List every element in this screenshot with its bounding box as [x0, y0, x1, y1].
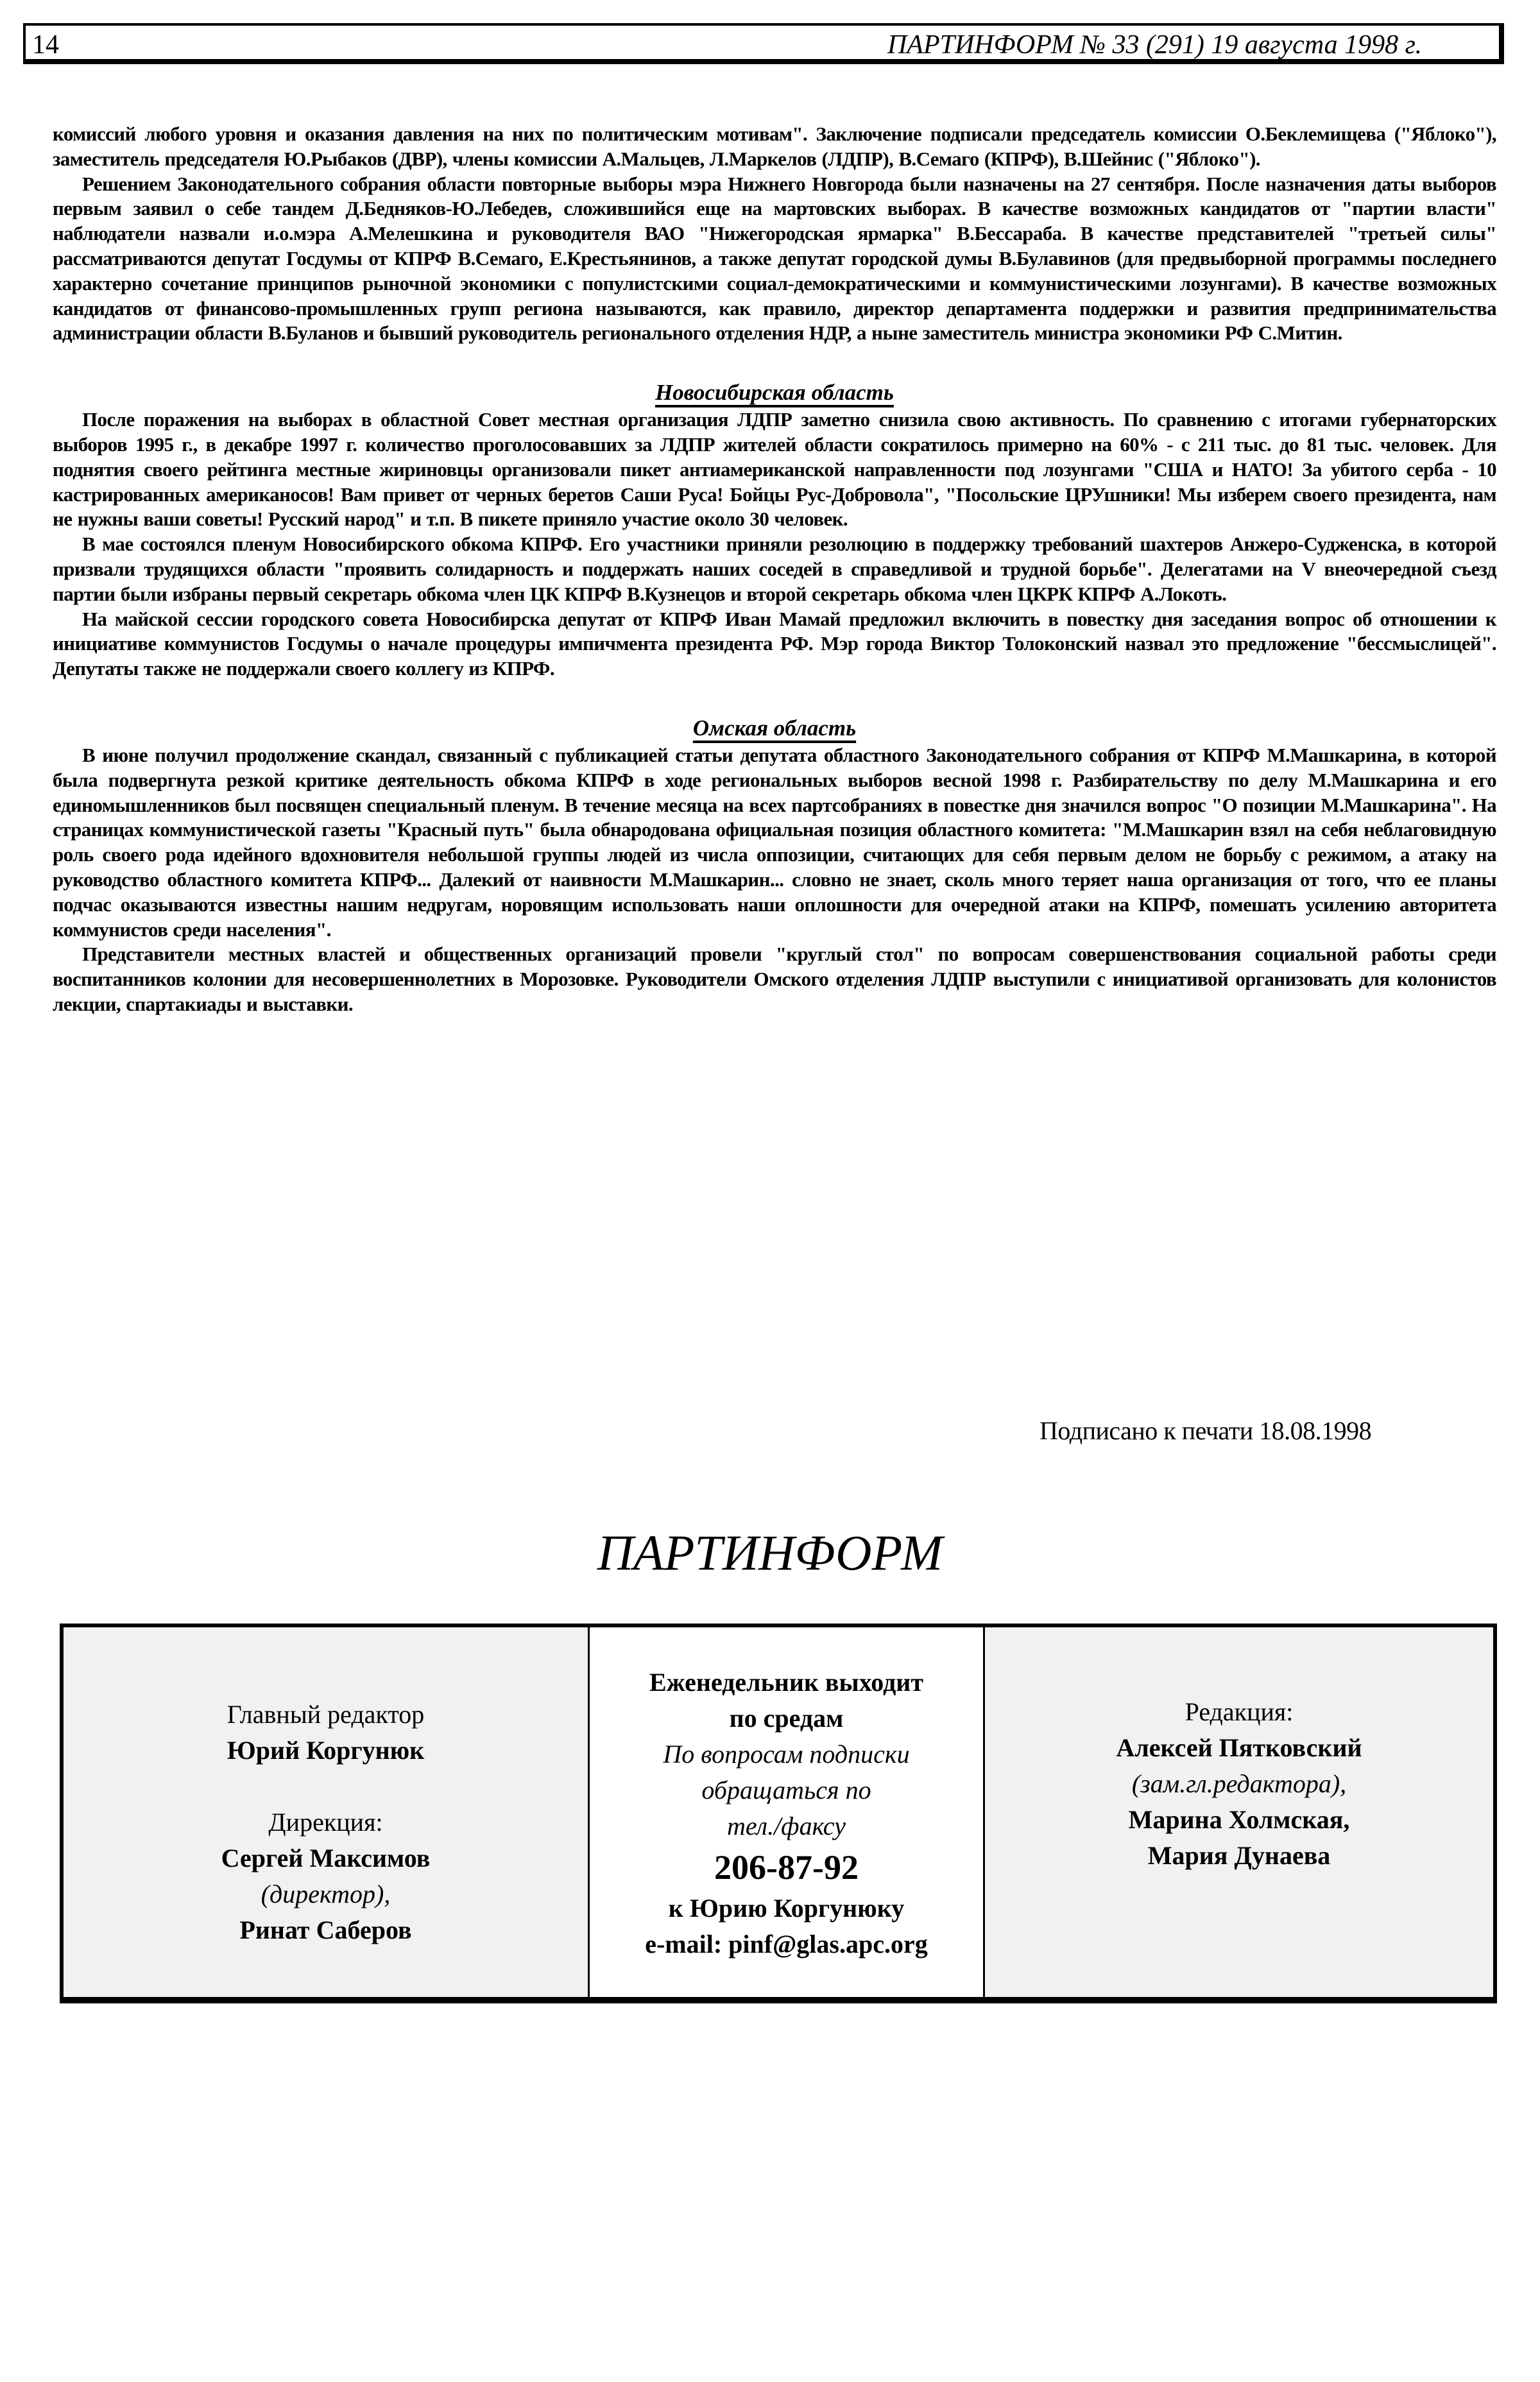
email-address[interactable]: e-mail: pinf@glas.apc.org: [645, 1930, 928, 1958]
contact-person: к Юрию Коргунюку: [668, 1894, 905, 1923]
editor-label: Главный редактор: [227, 1700, 425, 1729]
subscription-note: По вопросам подписки: [663, 1740, 910, 1769]
editor-name: Юрий Коргунюк: [227, 1736, 425, 1765]
deputy-editor-name: Алексей Пятковский: [1116, 1733, 1362, 1762]
page-header: [23, 23, 1504, 64]
paragraph: комиссий любого уровня и оказания давления на них по политическим мотивам". Заключение подписали председатель комиссии О.Беклемищева ("Яблоко"), заместитель председателя Ю.Рыбаков (ДВР), члены комиссии А.Мальцев, Л.Маркелов (ЛДПР), В.Семаго (КПРФ), В.Шейнис ("Яблоко").: [53, 123, 1496, 170]
editor-staff-name-2: Мария Дунаева: [1147, 1841, 1331, 1870]
masthead-editorial-column: [985, 1627, 1493, 1997]
director-role: (директор),: [261, 1880, 391, 1908]
section-heading: Омская область: [692, 715, 857, 741]
editor-staff-name: Марина Холмская,: [1128, 1805, 1350, 1834]
paragraph: Представители местных властей и общественных организаций провели "круглый стол" по вопросам совершенствования социальной работы среди воспитанников колонии для несовершеннолетних в Морозовке. Руководители Омского отделения ЛДПР выступили с инициативой организовать для колонистов лекции, спартакиады и выставки.: [53, 943, 1496, 1015]
paragraph: На майской сессии городского совета Новосибирска депутат от КПРФ Иван Мамай предложил включить в повестку дня заседания вопрос об отношении к инициативе коммунистов Госдумы о начале процедуры импичмента президента РФ. Мэр города Виктор Толоконский назвал это предложение "бессмыслицей". Депутаты также не поддержали своего коллегу из КПРФ.: [53, 607, 1496, 680]
masthead-contact-column: [590, 1627, 985, 1997]
section-omsk: [53, 714, 1496, 1017]
director-name: Сергей Максимов: [221, 1844, 431, 1872]
masthead-staff-column: [64, 1627, 590, 1997]
paragraph: В июне получил продолжение скандал, связанный с публикацией статьи депутата областного Законодательного собрания от КПРФ М.Машкарина, в которой была подвергнута резкой критике деятельность обкома КПРФ в ходе региональных выборов весной 1998 г. Разбирательству по делу М.Машкарина и его единомышленников был посвящен специальный пленум. В течение месяца на всех партсобраниях в повестке дня значился вопрос "О позиции М.Машкарина". На страницах коммунистической газеты "Красный путь" была обнародована официальная позиция областного комитета: "М.Машкарин взял на себя неблаговидную роль своего рода идейного вдохновителя небольшой группы людей из числа оппозиции, считающих для себя первым делом не борьбу с режимом, а атаку на руководство областного комитета КПРФ... Далекий от наивности М.Машкарин... словно не знает, сколь много теряет наша организация от того, что ее планы подчас оказываются известны нашим недругам, норовящим использовать наши оплошности для очередной атаки на КПРФ, помешать усилению авторитета коммунистов среди населения".: [53, 743, 1496, 941]
subscription-note-2: обращаться по: [701, 1776, 871, 1804]
masthead-box: [60, 1624, 1497, 2003]
masthead-title: ПАРТИНФОРМ: [597, 1525, 943, 1581]
second-director-name: Ринат Саберов: [239, 1915, 412, 1944]
section-novosibirsk: [53, 378, 1496, 681]
signed-to-print: Подписано к печати 18.08.1998: [1040, 1416, 1372, 1445]
section-heading: Новосибирская область: [655, 380, 894, 406]
paragraph: Решением Законодательного собрания области повторные выборы мэра Нижнего Новгорода были назначены на 27 сентября. После назначения даты выборов первым заявил о себе тандем Д.Бедняков-Ю.Лебедев, сложившийся еще на мартовских выборах. В качестве возможных кандидатов от "партии власти" наблюдатели назвали и.о.мэра А.Мелешкина и руководителя ВАО "Нижегородская ярмарка" В.Бессараба. В качестве представителей "третьей силы" рассматриваются депутат Госдумы от КПРФ В.Семаго, Е.Крестьянинов, а также депутат городской думы В.Булавинов (для предвыборной программы последнего характерно сочетание принципов рыночной экономики с популистскими социал-демократическими и коммунистическими лозунгами). В качестве возможных кандидатов от финансово-промышленных групп региона называются, как правило, директор департамента поддержки и развития предпринимательства администрации области В.Буланов и бывший руководитель регионального отделения НДР, а ныне заместитель министра экономики РФ С.Митин.: [53, 172, 1496, 345]
frequency-day: по средам: [729, 1704, 844, 1733]
frequency-line: Еженедельник выходит: [649, 1668, 923, 1697]
direction-label: Дирекция:: [268, 1808, 383, 1837]
deputy-editor-role: (зам.гл.редактора),: [1131, 1769, 1347, 1798]
paragraph: В мае состоялся пленум Новосибирского обкома КПРФ. Его участники приняли резолюцию в поддержку требований шахтеров Анжеро-Судженска, в которой призвали трудящихся области "проявить солидарность и поддержать наших соседей в справедливой и трудной борьбе". Делегатами на V внеочередной съезд партии были избраны первый секретарь обкома член ЦК КПРФ В.Кузнецов и второй секретарь обкома член ЦКРК КПРФ А.Локоть.: [53, 533, 1496, 605]
subscription-note-3: тел./факсу: [726, 1812, 846, 1840]
publication-issue-title: ПАРТИНФОРМ № 33 (291) 19 августа 1998 г.: [887, 30, 1422, 60]
article-body: [53, 122, 1496, 1017]
editorial-label: Редакция:: [1185, 1697, 1294, 1726]
page-number: 14: [32, 30, 59, 60]
phone-number: 206-87-92: [714, 1848, 859, 1887]
paragraph: После поражения на выборах в областной Совет местная организация ЛДПР заметно снизила свою активность. По сравнению с итогами губернаторских выборов 1995 г., в декабре 1997 г. количество проголосовавших за ЛДПР жителей области сократилось примерно на 60% - с 211 тыс. до 81 тыс. человек. Для поднятия своего рейтинга местные жириновцы организовали пикет антиамериканской направленности под лозунгами "США и НАТО! За убитого серба - 10 кастрированных американосов! Вам привет от черных беретов Саши Руса! Бойцы Рус-Добровола", "Посольские ЦРУшники! Мы изберем своего президента, нам не нужны ваши советы! Русский народ" и т.п. В пикете приняло участие около 30 человек.: [53, 408, 1496, 531]
